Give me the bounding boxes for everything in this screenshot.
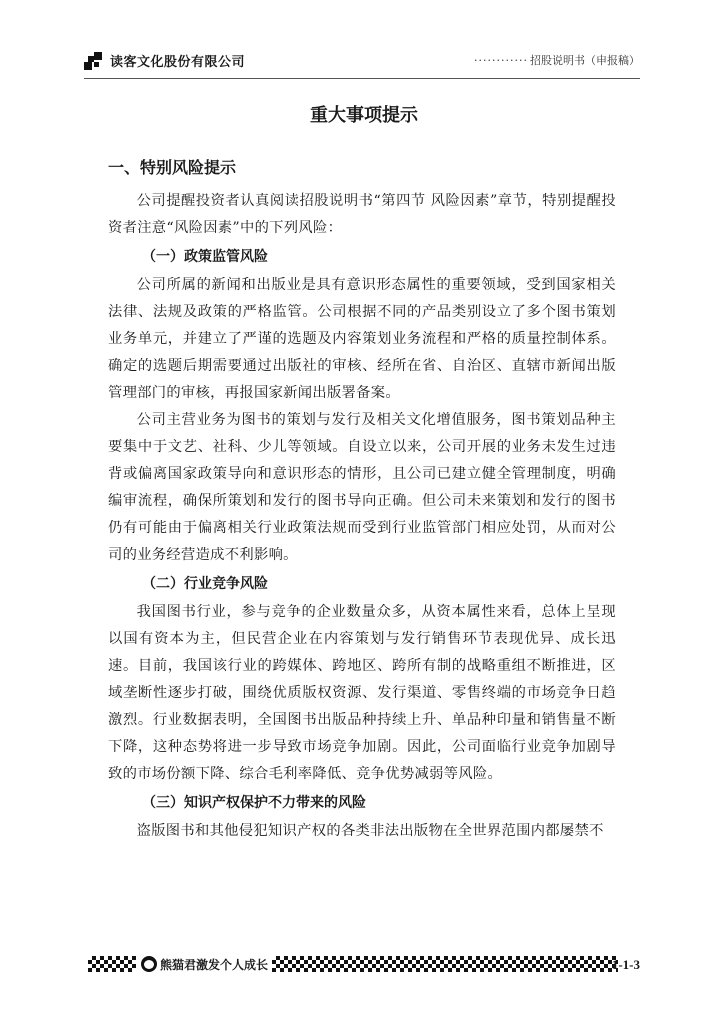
page-content	[108, 103, 616, 845]
section-heading: 一、特别风险提示	[108, 158, 237, 177]
page-header	[84, 50, 640, 74]
checker-pattern-right	[272, 956, 618, 972]
subsection-heading-competition: （二）行业竞争风险	[142, 576, 268, 592]
checker-pattern-left	[88, 956, 136, 972]
leader-dots: ············	[474, 54, 528, 67]
subsection-heading-ip: （三）知识产权保护不力带来的风险	[142, 795, 366, 811]
document-type-label: 招股说明书（申报稿）	[530, 54, 640, 67]
subsection-heading-policy: （一）政策监管风险	[142, 249, 268, 265]
page-number: 1-1-3	[611, 957, 640, 972]
paragraph: 公司主营业务为图书的策划与发行及相关文化增值服务，图书策划品种主要集中于文艺、社科、少儿等领域。自设立以来，公司开展的业务未发生过违背或偏离国家政策导向和意识形态的情形，且公司已建立健全管理制度，明确编审流程，确保所策划和发行的图书导向正确。但公司未来策划和发行的图书仍有可能由于偏离相关行业政策法规而受到行业监管部门相应处罚，从而对公司的业务经营造成不利影响。	[108, 412, 616, 563]
page-footer	[88, 954, 640, 976]
intro-paragraph: 公司提醒投资者认真阅读招股说明书“第四节 风险因素”章节，特别提醒投资者注意“风险因素”中的下列风险：	[108, 193, 616, 236]
page-title: 重大事项提示	[310, 105, 418, 126]
company-logo-icon	[84, 52, 102, 70]
panda-icon	[141, 956, 157, 972]
paragraph: 我国图书行业，参与竞争的企业数量众多，从资本属性来看，总体上呈现以国有资本为主，但民营企业在内容策划与发行销售环节表现优异、成长迅速。目前，我国该行业的跨媒体、跨地区、跨所有制的战略重组不断推进，区域垄断性逐步打破，围绕优质版权资源、发行渠道、零售终端的市场竞争日趋激烈。行业数据表明，全国图书出版品种持续上升、单品种印量和销售量不断下降，这种态势将进一步导致市场竞争加剧。因此，公司面临行业竞争加剧导致的市场份额下降、综合毛利率降低、竞争优势减弱等风险。	[108, 604, 616, 782]
paragraph: 盗版图书和其他侵犯知识产权的各类非法出版物在全世界范围内都屡禁不	[136, 823, 604, 839]
header-rule	[84, 78, 640, 79]
company-name: 读客文化股份有限公司	[110, 55, 246, 70]
paragraph: 公司所属的新闻和出版业是具有意识形态属性的重要领域，受到国家相关法律、法规及政策的严格监管。公司根据不同的产品类别设立了多个图书策划业务单元，并建立了严谨的选题及内容策划业务流程和严格的质量控制体系。确定的选题后期需要通过出版社的审核、经所在省、自治区、直辖市新闻出版管理部门的审核，再报国家新闻出版署备案。	[108, 277, 616, 401]
document-type	[474, 52, 640, 68]
footer-slogan: 熊猫君激发个人成长	[160, 958, 269, 972]
